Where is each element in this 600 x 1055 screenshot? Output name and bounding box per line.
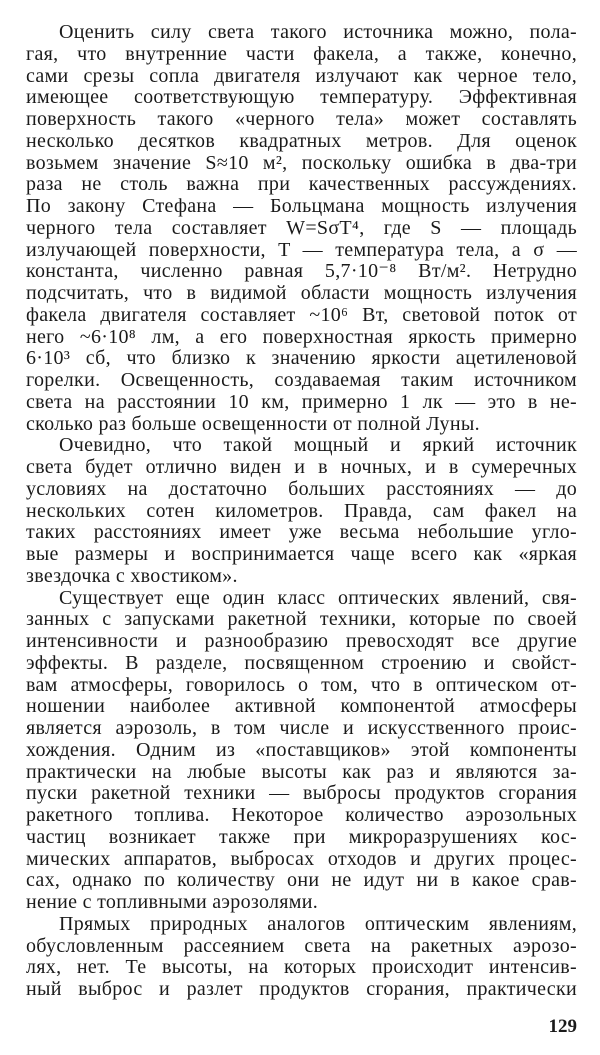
text-line: 6·10³ сб, что близко к значению яркости ацетиленовой (26, 347, 577, 370)
text-line: гая, что внутренние части факела, а также, конечно, (26, 42, 577, 65)
text-line: мических аппаратов, выбросах отходов и других процес- (26, 847, 577, 870)
text-line: сах, однако по количеству они не идут ни в какое срав- (26, 869, 577, 892)
text-line: имеющее соответствующую температуру. Эффективная (26, 86, 577, 109)
text-line: ношении наиболее активной компонентой атмосферы (26, 695, 577, 718)
text-line: Очевидно, что такой мощный и яркий источник (59, 434, 577, 457)
text-line: Оценить силу света такого источника можно, пола- (59, 21, 577, 43)
text-line: занных с запусками ракетной техники, которые по своей (26, 608, 577, 631)
text-line: ракетного топлива. Некоторое количество аэрозольных (26, 804, 577, 826)
text-line: него ~6·10⁸ лм, а его поверхностная яркость примерно (26, 325, 577, 348)
page-number: 129 (548, 1016, 577, 1037)
text-line: раза не столь важна при качественных рассуждениях. (26, 173, 577, 196)
text-line: константа, численно равная 5,7·10⁻⁸ Вт/м². Нетрудно (26, 260, 577, 283)
text-line: подсчитать, что в видимой области мощность излучения (26, 282, 577, 304)
text-line: По закону Стефана — Больцмана мощность излучения (26, 195, 577, 217)
text-line: пуски ракетной техники — выбросы продуктов сгорания (26, 782, 577, 805)
text-line: несколько десятков квадратных метров. Для оценок (26, 129, 577, 152)
text-line: сколько раз больше освещенности от полной Луны. (26, 412, 480, 435)
text-line: эффекты. В разделе, посвященном строению и свойст- (26, 651, 577, 674)
text-line: вам атмосферы, говорилось о том, что в оптическом от- (26, 673, 577, 696)
text-line: горелки. Освещенность, создаваемая таким источником (26, 369, 577, 391)
text-line: практически на любые высоты как раз и являются за- (26, 760, 577, 783)
text-line: нение с топливными аэрозолями. (26, 891, 319, 913)
text-line: Прямых природных аналогов оптическим явлениям, (59, 912, 577, 935)
page-body (26, 22, 577, 1001)
text-line: частиц возникает также при микроразрушениях кос- (26, 825, 577, 848)
text-line: сами срезы сопла двигателя излучают как черное тело, (26, 64, 577, 87)
text-line: света на расстоянии 10 км, примерно 1 лк — это в не- (26, 390, 577, 413)
text-line: Существует еще один класс оптических явлений, свя- (59, 586, 577, 609)
paragraph (26, 588, 577, 914)
text-line: хождения. Одним из «поставщиков» этой компоненты (26, 738, 577, 761)
paragraph (26, 22, 577, 435)
text-line: звездочка с хвостиком». (26, 564, 238, 587)
text-line: лях, нет. Те высоты, на которых происходит интенсив- (26, 956, 577, 979)
text-line: черного тела составляет W=SσT⁴, где S — площадь (26, 216, 577, 239)
paragraph (26, 914, 577, 1001)
text-line: является аэрозоль, в том числе и искусственного проис- (26, 717, 577, 739)
text-line: условиях на достаточно больших расстояниях — до (26, 477, 577, 500)
text-line: ный выброс и разлет продуктов сгорания, практически (26, 978, 577, 1000)
text-line: вые размеры и воспринимается чаще всего как «яркая (26, 543, 577, 565)
text-line: обусловленным рассеянием света на ракетных аэрозо- (26, 934, 577, 957)
text-line: интенсивности и разнообразию превосходят все другие (26, 630, 577, 652)
text-line: поверхность такого «черного тела» может составлять (26, 108, 577, 130)
text-line: возьмем значение S≈10 м², поскольку ошибка в два-три (26, 151, 577, 174)
paragraph (26, 435, 577, 587)
text-line: света будет отлично виден и в ночных, и в сумеречных (26, 456, 577, 478)
text-line: излучающей поверхности, T — температура тела, а σ — (26, 238, 577, 261)
text-line: нескольких сотен километров. Правда, сам факел на (26, 499, 577, 522)
text-line: таких расстояниях имеет уже весьма небольшие угло- (26, 521, 577, 544)
text-line: факела двигателя составляет ~10⁶ Вт, световой поток от (26, 303, 577, 326)
